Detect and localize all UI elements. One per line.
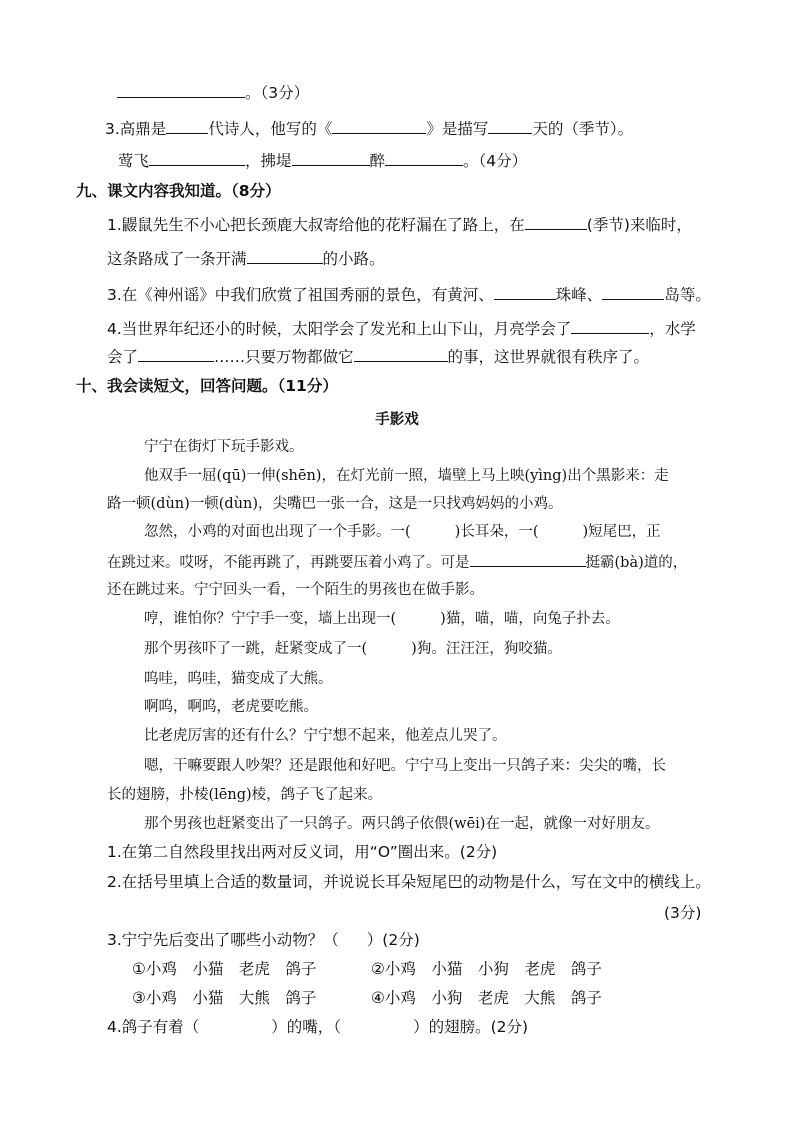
passage-text: 那个男孩吓了一跳，赶紧变成了一( — [144, 641, 368, 657]
answer-blank[interactable] — [354, 346, 448, 362]
question-9-4-line2 — [107, 346, 649, 367]
question-text: 高鼎是 — [119, 120, 167, 138]
question-number: 3. — [105, 120, 120, 138]
passage-paragraph-3-line2 — [107, 551, 687, 573]
question-text: 的事，这世界就很有秩序了。 — [447, 348, 650, 366]
passage-paragraph-9-line1: 嗯，干嘛要跟人吵架？还是跟他和好吧。宁宁马上变出一只鸽子来：尖尖的嘴，长 — [144, 758, 666, 774]
passage-paragraph-3-line3: 还在跳过来。宁宁回头一看，一个陌生的男孩也在做手影。 — [107, 582, 484, 598]
question-8-3-line2 — [118, 150, 527, 171]
question-text: 这条路成了一条开满 — [107, 250, 247, 268]
section-10-heading: 十、我会读短文，回答问题。（11分） — [76, 377, 338, 395]
passage-paragraph-1: 宁宁在街灯下玩手影戏。 — [144, 439, 304, 455]
question-text: 天的（季节）。 — [532, 120, 634, 138]
option-1[interactable]: ①小鸡 小猫 老虎 鸽子 — [132, 960, 317, 978]
answer-blank[interactable] — [602, 284, 664, 300]
question-9-1-line2 — [107, 248, 385, 269]
question-text: 会了 — [107, 348, 139, 366]
question-text: 岛等。 — [664, 286, 711, 304]
question-8-3-line1 — [105, 118, 633, 139]
question-text: 的小路。 — [322, 250, 385, 268]
question-text: 4.鸽子有着（ — [107, 1018, 200, 1036]
question-text: ……只要万物都做它 — [214, 348, 354, 366]
question-text: 。（4分） — [463, 152, 528, 170]
answer-blank[interactable] — [138, 346, 214, 362]
passage-text: 忽然，小鸡的对面也出现了一个手影。一( — [144, 524, 411, 540]
answer-blank[interactable] — [149, 150, 245, 166]
question-text: 3.宁宁先后变出了哪些小动物？（ — [107, 931, 339, 949]
passage-paragraph-8: 比老虎厉害的还有什么？宁宁想不起来，他差点儿哭了。 — [144, 728, 507, 744]
passage-text: 哼，谁怕你？宁宁手一变，墙上出现一( — [144, 611, 397, 627]
section-9-heading: 九、课文内容我知道。（8分） — [76, 182, 281, 200]
passage-question-2: 2.在括号里填上合适的数量词，并说说长耳朵短尾巴的动物是什么，写在文中的横线上。 — [107, 873, 711, 891]
question-9-3 — [107, 284, 711, 305]
passage-text: )狗。汪汪汪，狗咬猫。 — [411, 641, 562, 657]
answer-blank[interactable] — [488, 118, 532, 134]
answer-blank[interactable] — [385, 150, 463, 166]
question-9-4-line1 — [107, 318, 696, 339]
answer-blank[interactable] — [470, 551, 586, 567]
passage-paragraph-3-line1 — [144, 522, 661, 542]
passage-paragraph-5 — [144, 639, 562, 659]
question-9-1-line1 — [107, 214, 692, 235]
passage-text: )短尾巴，正 — [582, 524, 661, 540]
question-text: 珠峰、 — [555, 286, 603, 304]
answer-line-top — [117, 82, 309, 103]
passage-text: )猫，喵，喵，向兔子扑去。 — [440, 611, 620, 627]
option-3[interactable]: ③小鸡 小猫 大熊 鸽子 — [132, 989, 317, 1007]
option-2[interactable]: ②小鸡 小猫 小狗 老虎 鸽子 — [371, 960, 602, 978]
question-text: ，水学 — [649, 320, 696, 338]
passage-question-3 — [107, 930, 420, 950]
question-text: ）(2分) — [366, 931, 420, 949]
answer-blank[interactable] — [292, 150, 370, 166]
passage-paragraph-4 — [144, 609, 620, 629]
passage-question-2-points: (3分) — [664, 904, 702, 922]
passage-text: )长耳朵，一( — [454, 524, 539, 540]
answer-blank[interactable] — [247, 248, 323, 264]
question-text: ，拂堤 — [245, 152, 292, 170]
question-text: 代诗人，他写的《 — [208, 120, 333, 138]
question-text: 4.当世界年纪还小的时候，太阳学会了发光和上山下山，月亮学会了 — [107, 320, 572, 338]
question-text: 1.鼹鼠先生不小心把长颈鹿大叔寄给他的花籽漏在了路上，在 — [107, 216, 525, 234]
passage-paragraph-6: 呜哇，呜哇，猫变成了大熊。 — [144, 671, 333, 687]
answer-blank[interactable] — [571, 318, 649, 334]
passage-paragraph-10: 那个男孩也赶紧变出了一只鸽子。两只鸽子依偎(wēi)在一起，就像一对好朋友。 — [144, 816, 660, 832]
question-text: 》是描写 — [426, 120, 489, 138]
option-4[interactable]: ④小鸡 小狗 老虎 大熊 鸽子 — [371, 989, 602, 1007]
passage-paragraph-2-line1: 他双手一屈(qū)一伸(shēn)，在灯光前一照，墙壁上马上映(yìng)出个黑影来：走 — [144, 468, 669, 484]
answer-blank[interactable] — [494, 284, 556, 300]
answer-blank[interactable] — [117, 82, 245, 98]
points-text: 。（3分） — [245, 84, 310, 102]
question-text: ）的嘴，（ — [271, 1018, 342, 1036]
question-text: 醉 — [369, 152, 386, 170]
answer-blank[interactable] — [332, 118, 426, 134]
question-text: 莺飞 — [118, 152, 150, 170]
passage-paragraph-7: 啊呜，啊呜，老虎要吃熊。 — [144, 699, 318, 715]
question-text: 3.在《神州谣》中我们欣赏了祖国秀丽的景色，有黄河、 — [107, 286, 494, 304]
answer-blank[interactable] — [166, 118, 208, 134]
passage-question-4 — [107, 1017, 528, 1037]
passage-question-1: 1.在第二自然段里找出两对反义词，用“O”圈出来。(2分) — [107, 843, 498, 861]
passage-text: 在跳过来。哎呀，不能再跳了，再跳要压着小鸡了。可是 — [107, 555, 470, 571]
answer-blank[interactable] — [525, 214, 587, 230]
question-text: ）的翅膀。(2分) — [413, 1018, 529, 1036]
passage-text: 挺霸(bà)道的， — [585, 555, 688, 571]
passage-title: 手影戏 — [375, 412, 419, 428]
question-text: (季节)来临时， — [586, 216, 692, 234]
passage-paragraph-2-line2: 路一顿(dùn)一顿(dùn)，尖嘴巴一张一合，这是一只找鸡妈妈的小鸡。 — [107, 496, 563, 512]
passage-paragraph-9-line2: 长的翅膀，扑棱(lēng)棱，鸽子飞了起来。 — [107, 787, 383, 803]
